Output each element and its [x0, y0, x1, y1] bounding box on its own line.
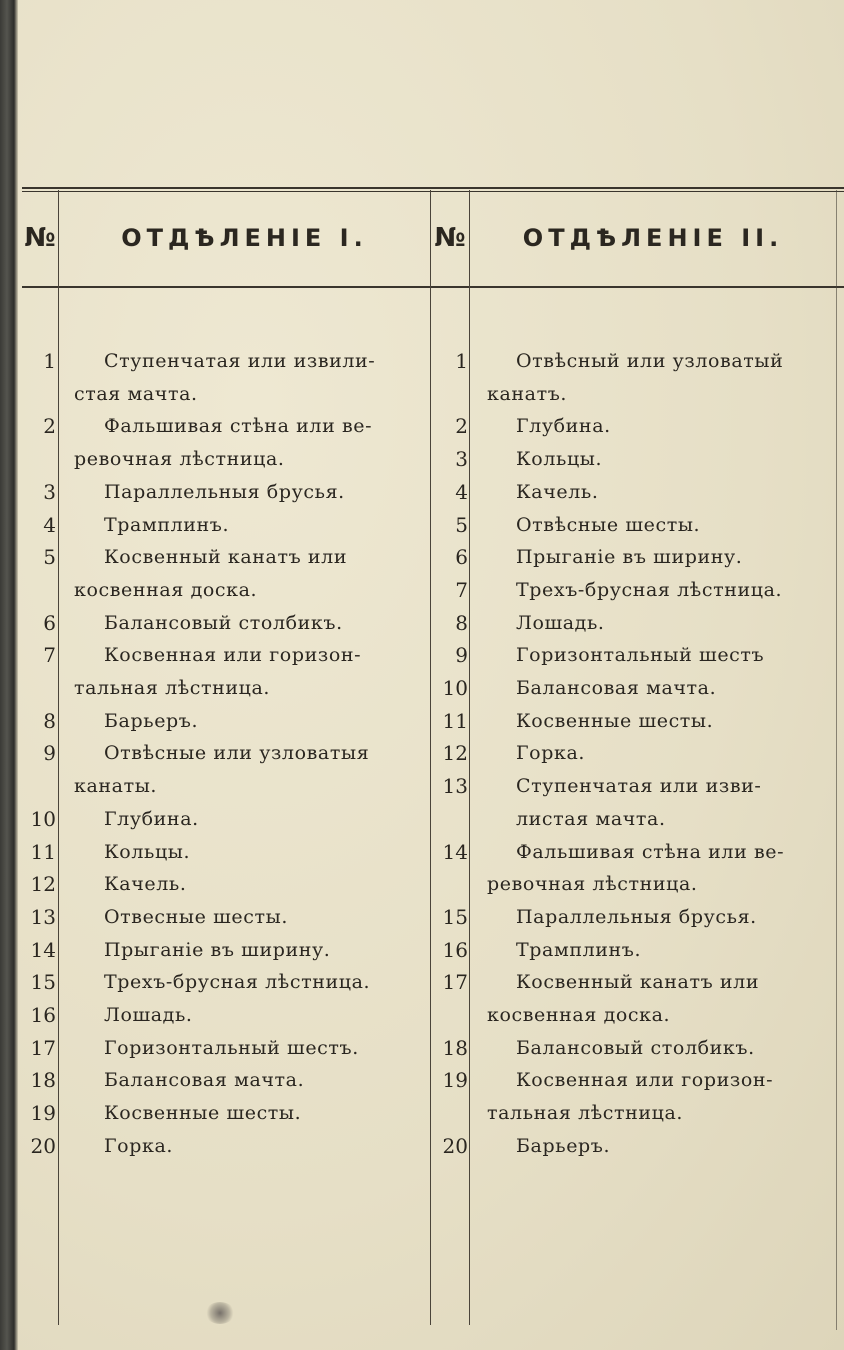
- dept1-item-text: Лошадь.: [104, 1004, 193, 1026]
- dept1-item-number: [20, 770, 56, 802]
- dept2-item-text: Отвѣсные шесты.: [516, 514, 701, 536]
- dept1-item-text: Горка.: [104, 1135, 174, 1157]
- dept2-item-number: [432, 868, 468, 900]
- dept1-item-text: Глубина.: [104, 808, 199, 830]
- dept1-item-text: Ступенчатая или извили-: [104, 350, 376, 372]
- dept1-item-number: [20, 378, 56, 410]
- num-column-header-2: №: [434, 223, 466, 253]
- dept1-item-number: 6: [43, 611, 56, 635]
- dept2-item-text: Качель.: [516, 481, 599, 503]
- dept2-item-number: [432, 378, 468, 410]
- dept1-item-text: Косвенные шесты.: [104, 1102, 302, 1124]
- dept2-item-text: Косвенный канатъ или: [516, 971, 760, 993]
- dept2-item-text: Горизонтальный шестъ: [516, 644, 765, 666]
- dept1-item-text: Кольцы.: [104, 841, 191, 863]
- dept2-item-text: Глубина.: [516, 415, 611, 437]
- header-bottom-rule: [22, 286, 844, 288]
- dept2-item-number: [432, 803, 468, 835]
- dept1-item-text: Отвѣсные или узловатыя: [104, 742, 370, 764]
- dept2-item-number: 1: [455, 349, 468, 373]
- dept2-item-text: Фальшивая стѣна или ве-: [516, 841, 785, 863]
- dept1-item-text: Горизонтальный шестъ.: [104, 1037, 359, 1059]
- dept2-item-text: Косвенные шесты.: [516, 710, 714, 732]
- dept1-item-number: 1: [43, 349, 56, 373]
- dept2-item-number: 14: [442, 840, 468, 864]
- dept2-item-number: 4: [455, 480, 468, 504]
- dept2-item-number: 5: [455, 513, 468, 537]
- dept1-item-text: Отвесные шесты.: [104, 906, 288, 928]
- dept2-item-number: 17: [442, 970, 468, 994]
- column-divider-num1: [58, 190, 59, 1325]
- dept2-item-number: 10: [442, 676, 468, 700]
- dept1-item-text: Балансовая мачта.: [104, 1069, 305, 1091]
- dept1-item-text: тальная лѣстница.: [74, 677, 271, 699]
- dept2-item-text: Ступенчатая или изви-: [516, 775, 762, 797]
- dept1-item-number: 10: [30, 807, 56, 831]
- dept2-item-text: Отвѣсный или узловатый: [516, 350, 784, 372]
- dept1-item-number: 12: [30, 872, 56, 896]
- dept1-item-number: 3: [43, 480, 56, 504]
- dept2-item-text: канатъ.: [487, 383, 568, 405]
- dept2-item-text: косвенная доска.: [487, 1004, 671, 1026]
- dept1-item-text: ревочная лѣстница.: [74, 448, 285, 470]
- num-column-header-1: №: [24, 223, 56, 253]
- dept2-item-number: 12: [442, 741, 468, 765]
- dept1-item-text: Прыганіе въ ширину.: [104, 939, 331, 961]
- dept2-item-text: Прыганіе въ ширину.: [516, 546, 743, 568]
- dept1-header: ОТДѢЛЕНІЕ I.: [121, 224, 368, 252]
- dept2-item-text: Горка.: [516, 742, 586, 764]
- dept2-item-text: Косвенная или горизон-: [516, 1069, 774, 1091]
- dept1-item-text: Барьеръ.: [104, 710, 199, 732]
- dept2-item-text: Балансовая мачта.: [516, 677, 717, 699]
- dept2-item-number: 6: [455, 545, 468, 569]
- dept2-header: ОТДѢЛЕНІЕ II.: [522, 224, 784, 252]
- dept2-item-number: 15: [442, 905, 468, 929]
- dept1-item-text: Качель.: [104, 873, 187, 895]
- dept1-item-number: 11: [30, 840, 56, 864]
- dept2-item-number: 13: [442, 774, 468, 798]
- dept1-item-text: Фальшивая стѣна или ве-: [104, 415, 373, 437]
- dept2-item-text: Трехъ-брусная лѣстница.: [516, 579, 783, 601]
- dept1-item-text: Косвенная или горизон-: [104, 644, 362, 666]
- dept2-item-number: 2: [455, 414, 468, 438]
- dept1-item-number: 8: [43, 709, 56, 733]
- dept2-item-text: Барьеръ.: [516, 1135, 611, 1157]
- dept1-item-number: 17: [30, 1036, 56, 1060]
- dept1-item-text: Трамплинъ.: [104, 514, 230, 536]
- dept1-item-number: 4: [43, 513, 56, 537]
- header-top-rule-thin: [22, 191, 844, 192]
- dept2-item-text: Параллельныя брусья.: [516, 906, 757, 928]
- dept1-item-text: Параллельныя брусья.: [104, 481, 345, 503]
- dept2-item-number: 20: [442, 1134, 468, 1158]
- right-edge-line: [836, 190, 837, 1330]
- dept2-item-number: 16: [442, 938, 468, 962]
- dept1-item-text: канаты.: [74, 775, 158, 797]
- dept1-item-text: Балансовый столбикъ.: [104, 612, 343, 634]
- dept1-item-text: Косвенный канатъ или: [104, 546, 348, 568]
- dept1-item-number: [20, 672, 56, 704]
- dept2-item-text: ревочная лѣстница.: [487, 873, 698, 895]
- dept2-item-text: Балансовый столбикъ.: [516, 1037, 755, 1059]
- dept1-item-text: стая мачта.: [74, 383, 198, 405]
- dept1-item-text: косвенная доска.: [74, 579, 258, 601]
- dept1-item-number: 7: [43, 643, 56, 667]
- page-binding-edge: [0, 0, 18, 1350]
- dept1-item-number: 19: [30, 1101, 56, 1125]
- dept1-item-text: Трехъ-брусная лѣстница.: [104, 971, 371, 993]
- dept2-item-number: [432, 1097, 468, 1129]
- column-divider-dept1: [430, 190, 431, 1325]
- dept1-item-number: 20: [30, 1134, 56, 1158]
- dept1-item-number: 5: [43, 545, 56, 569]
- dept2-item-text: Лошадь.: [516, 612, 605, 634]
- dept1-item-number: [20, 574, 56, 606]
- ink-smudge: [205, 1302, 235, 1324]
- dept2-item-number: 8: [455, 611, 468, 635]
- dept2-item-number: 3: [455, 447, 468, 471]
- dept2-item-text: Кольцы.: [516, 448, 603, 470]
- dept1-item-number: 15: [30, 970, 56, 994]
- header-top-rule: [22, 187, 844, 189]
- dept2-item-text: листая мачта.: [516, 808, 666, 830]
- dept2-item-number: 11: [442, 709, 468, 733]
- dept1-item-number: 13: [30, 905, 56, 929]
- dept1-item-number: 18: [30, 1068, 56, 1092]
- dept1-item-number: 2: [43, 414, 56, 438]
- dept2-item-text: Трамплинъ.: [516, 939, 642, 961]
- dept2-item-number: 19: [442, 1068, 468, 1092]
- dept2-item-number: 7: [455, 578, 468, 602]
- column-divider-num2: [469, 190, 470, 1325]
- dept2-item-number: 18: [442, 1036, 468, 1060]
- dept2-item-number: [432, 999, 468, 1031]
- dept2-item-text: тальная лѣстница.: [487, 1102, 684, 1124]
- dept1-item-number: 9: [43, 741, 56, 765]
- dept1-item-number: 14: [30, 938, 56, 962]
- dept1-item-number: [20, 443, 56, 475]
- dept1-item-number: 16: [30, 1003, 56, 1027]
- dept2-item-number: 9: [455, 643, 468, 667]
